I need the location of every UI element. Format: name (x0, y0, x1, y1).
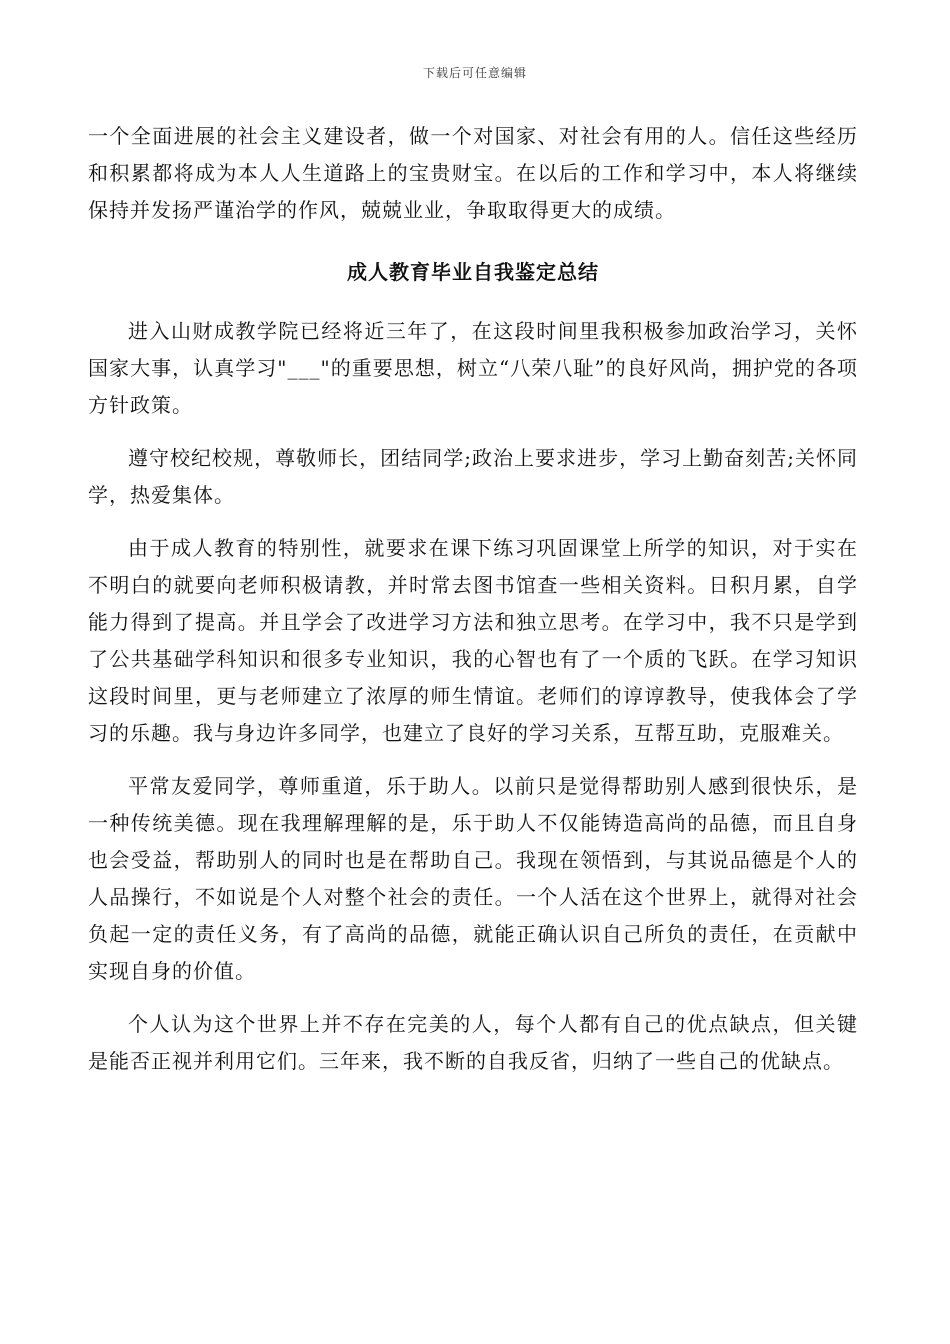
paragraph-1: 进入山财成教学院已经将近三年了，在这段时间里我积极参加政治学习，关怀国家大事，认真学习"___"的重要思想，树立“八荣八耻”的良好风尚，拥护党的各项方针政策。 (88, 319, 858, 417)
document-body (88, 118, 858, 1080)
paragraph-4: 平常友爱同学，尊师重道，乐于助人。以前只是觉得帮助别人感到很快乐，是一种传统美德。现在我理解理解的是，乐于助人不仅能铸造高尚的品德，而且自身也会受益，帮助别人的同时也是在帮助自己。我现在领悟到，与其说品德是个人的人品操行，不如说是个人对整个社会的责任。一个人活在这个世界上，就得对社会负起一定的责任义务，有了高尚的品德，就能正确认识自己所负的责任，在贡献中实现自身的价值。 (88, 774, 858, 983)
intro-continuation-paragraph: 一个全面进展的社会主义建设者，做一个对国家、对社会有用的人。信任这些经历和积累都将成为本人人生道路上的宝贵财宝。在以后的工作和学习中，本人将继续保持并发扬严谨治学的作风，兢兢业业，争取取得更大的成绩。 (88, 124, 858, 222)
paragraph-5: 个人认为这个世界上并不存在完美的人，每个人都有自己的优点缺点，但关键是能否正视并利用它们。三年来，我不断的自我反省，归纳了一些自己的优缺点。 (88, 1012, 858, 1073)
paragraph-3: 由于成人教育的特别性，就要求在课下练习巩固课堂上所学的知识，对于实在不明白的就要向老师积极请教，并时常去图书馆查一些相关资料。日积月累，自学能力得到了提高。并且学会了改进学习方法和独立思考。在学习中，我不只是学到了公共基础学科知识和很多专业知识，我的心智也有了一个质的飞跃。在学习知识这段时间里，更与老师建立了浓厚的师生情谊。老师们的谆谆教导，使我体会了学习的乐趣。我与身边许多同学，也建立了良好的学习关系，互帮互助，克服难关。 (88, 536, 858, 745)
document-title: 成人教育毕业自我鉴定总结 (347, 260, 599, 284)
page-header-note: 下载后可任意编辑 (422, 66, 527, 80)
paragraph-2: 遵守校纪校规，尊敬师长，团结同学;政治上要求进步，学习上勤奋刻苦;关怀同学，热爱集体。 (88, 446, 858, 507)
